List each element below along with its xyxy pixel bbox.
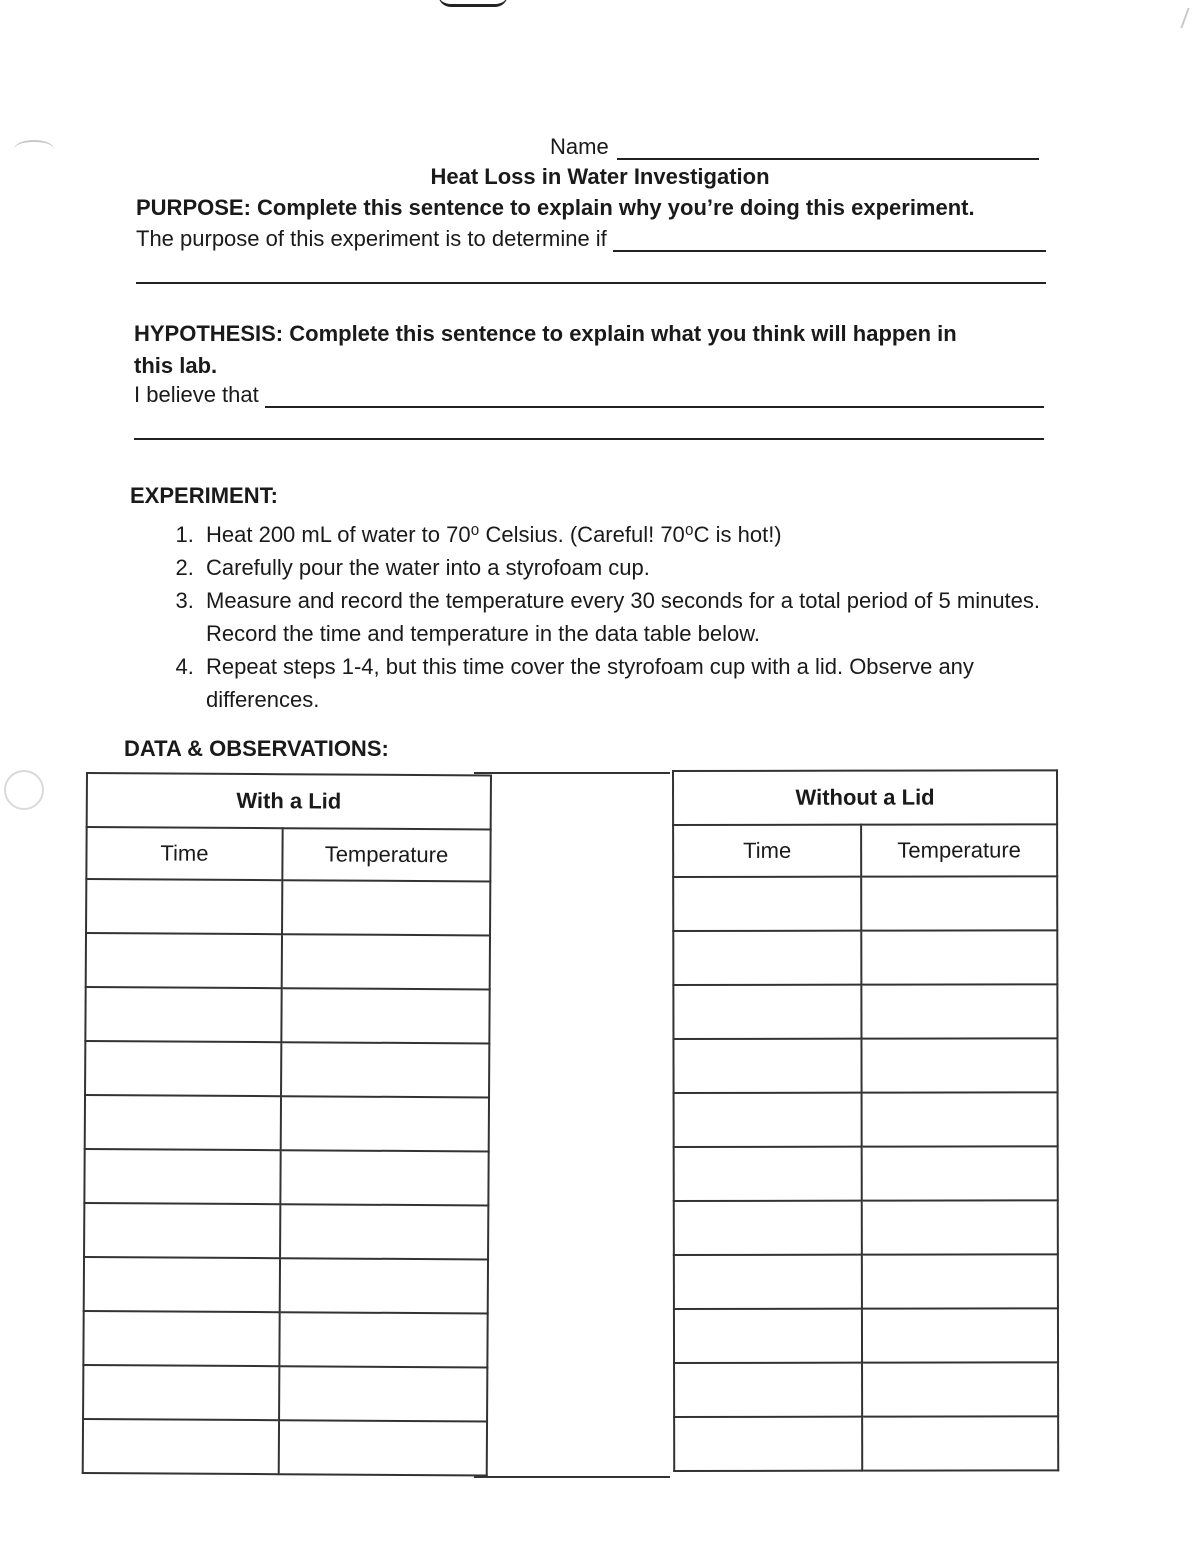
time-cell[interactable] (84, 1257, 280, 1312)
time-cell[interactable] (86, 933, 282, 988)
table-row (83, 1311, 487, 1367)
scan-artifact-left (14, 140, 54, 158)
table-row (674, 1362, 1058, 1417)
time-cell[interactable] (674, 1201, 862, 1255)
time-cell[interactable] (84, 1203, 280, 1258)
time-cell[interactable] (83, 1365, 279, 1420)
with-lid-rows (83, 879, 491, 1475)
table-row (674, 1416, 1058, 1471)
experiment-heading: EXPERIMENT: (130, 483, 278, 508)
temperature-cell[interactable] (861, 1038, 1057, 1092)
time-cell[interactable] (85, 987, 281, 1042)
table-row (86, 879, 490, 935)
table-row (85, 1095, 489, 1151)
purpose-blank-line-2[interactable] (136, 282, 1046, 284)
temperature-cell[interactable] (282, 934, 490, 989)
without-lid-rows (673, 876, 1058, 1471)
table-row (84, 1257, 488, 1313)
hypothesis-prompt: I believe that (134, 382, 259, 407)
time-cell[interactable] (674, 1147, 862, 1201)
time-cell[interactable] (674, 1363, 862, 1417)
name-blank-line[interactable] (617, 140, 1039, 160)
temperature-cell[interactable] (281, 988, 489, 1043)
temperature-cell[interactable] (862, 1254, 1058, 1308)
table-row (674, 1200, 1058, 1255)
with-lid-title: With a Lid (87, 773, 491, 829)
temperature-cell[interactable] (862, 1416, 1058, 1470)
time-cell[interactable] (86, 879, 282, 934)
data-heading: DATA & OBSERVATIONS: (124, 736, 389, 761)
time-cell[interactable] (83, 1311, 279, 1366)
table-row (674, 1146, 1058, 1201)
purpose-section (136, 192, 1046, 284)
name-label: Name (550, 134, 609, 159)
time-cell[interactable] (673, 985, 861, 1039)
hypothesis-heading-line1: HYPOTHESIS: Complete this sentence to explain what you think will happen in (134, 321, 957, 346)
time-cell[interactable] (83, 1419, 279, 1474)
table-row (84, 1149, 488, 1205)
table-row (674, 1308, 1058, 1363)
purpose-prompt-row (136, 226, 1046, 252)
table-row (673, 930, 1057, 985)
experiment-step: 2. Carefully pour the water into a styrofoam cup. (200, 551, 1040, 584)
temperature-cell[interactable] (862, 1308, 1058, 1362)
time-cell[interactable] (674, 1093, 862, 1147)
without-lid-table (672, 769, 1059, 1472)
temperature-cell[interactable] (861, 984, 1057, 1038)
table-row (673, 876, 1057, 931)
experiment-step: 3. Measure and record the temperature every 30 seconds for a total period of 5 minutes. Record the time and temperature in the data table below. (200, 584, 1040, 650)
temperature-cell[interactable] (279, 1420, 487, 1475)
temperature-cell[interactable] (862, 1362, 1058, 1416)
experiment-section (130, 480, 1040, 716)
time-cell[interactable] (673, 877, 861, 931)
table-gap (474, 772, 670, 1478)
hypothesis-blank-line[interactable] (265, 386, 1044, 408)
temperature-cell[interactable] (862, 1146, 1058, 1200)
time-cell[interactable] (673, 1039, 861, 1093)
table-row (85, 987, 489, 1043)
experiment-steps (130, 518, 1040, 716)
temperature-cell[interactable] (862, 1200, 1058, 1254)
with-lid-time-header: Time (86, 827, 282, 880)
experiment-step: 1. Heat 200 mL of water to 70⁰ Celsius. (Careful! 70⁰C is hot!) (200, 518, 1040, 551)
time-cell[interactable] (673, 931, 861, 985)
table-row (86, 933, 490, 989)
with-lid-table (82, 772, 492, 1476)
time-cell[interactable] (674, 1417, 862, 1471)
temperature-cell[interactable] (862, 1092, 1058, 1146)
page-title: Heat Loss in Water Investigation (430, 164, 770, 189)
time-cell[interactable] (85, 1095, 281, 1150)
table-row (84, 1203, 488, 1259)
temperature-cell[interactable] (280, 1204, 488, 1259)
table-row (673, 984, 1057, 1039)
with-lid-temp-header: Temperature (282, 828, 490, 881)
table-row (674, 1092, 1058, 1147)
temperature-cell[interactable] (281, 1096, 489, 1151)
table-row (83, 1365, 487, 1421)
temperature-cell[interactable] (279, 1312, 487, 1367)
temperature-cell[interactable] (861, 930, 1057, 984)
temperature-cell[interactable] (281, 1042, 489, 1097)
temperature-cell[interactable] (861, 876, 1057, 930)
scan-artifact-top (438, 0, 508, 7)
scan-artifact-hole-punch (4, 770, 44, 810)
hypothesis-blank-line-2[interactable] (134, 438, 1044, 440)
time-cell[interactable] (85, 1041, 281, 1096)
purpose-prompt: The purpose of this experiment is to determine if (136, 226, 607, 251)
scan-artifact-corner (1180, 8, 1199, 28)
temperature-cell[interactable] (280, 1150, 488, 1205)
hypothesis-section (134, 318, 1044, 440)
hypothesis-heading-line2: this lab. (134, 353, 218, 378)
without-lid-time-header: Time (673, 825, 861, 877)
table-row (674, 1254, 1058, 1309)
purpose-heading: PURPOSE: Complete this sentence to explain why you’re doing this experiment. (136, 195, 975, 220)
experiment-step: 4. Repeat steps 1-4, but this time cover the styrofoam cup with a lid. Observe any differences. (200, 650, 1040, 716)
temperature-cell[interactable] (279, 1366, 487, 1421)
temperature-cell[interactable] (280, 1258, 488, 1313)
table-row (83, 1419, 487, 1475)
purpose-blank-line[interactable] (613, 230, 1046, 252)
time-cell[interactable] (674, 1309, 862, 1363)
name-field (550, 134, 1039, 160)
table-row (673, 1038, 1057, 1093)
table-row (85, 1041, 489, 1097)
time-cell[interactable] (674, 1255, 862, 1309)
hypothesis-prompt-row (134, 382, 1044, 408)
without-lid-temp-header: Temperature (861, 824, 1057, 876)
without-lid-title: Without a Lid (673, 770, 1057, 825)
temperature-cell[interactable] (282, 880, 490, 935)
time-cell[interactable] (84, 1149, 280, 1204)
